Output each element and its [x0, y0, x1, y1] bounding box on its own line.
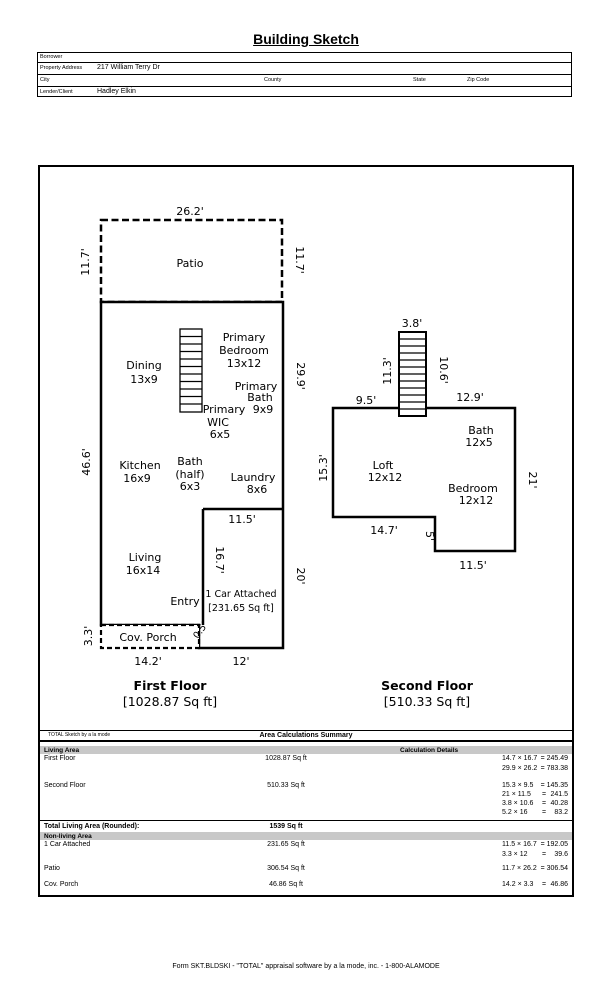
- laundry-label: Laundry: [230, 471, 276, 484]
- nonliving-area-header-band: [40, 832, 572, 840]
- table-row-second-floor: Second Floor: [44, 782, 86, 789]
- dim-top-right-segment: 12.9': [456, 391, 484, 404]
- borrower-label: Borrower: [40, 54, 63, 60]
- second-floor-area: [510.33 Sq ft]: [383, 694, 471, 709]
- calc-val: 783.38: [546, 765, 568, 772]
- garage-area-value: 231.65 Sq ft: [267, 841, 305, 848]
- calc-eq: =: [540, 782, 545, 789]
- patio-area-value: 306.54 Sq ft: [267, 865, 305, 872]
- calc-val: 145.35: [546, 782, 568, 789]
- second-floor-area-value: 510.33 Sq ft: [267, 782, 305, 789]
- calc-expr: 11.7 × 26.2: [502, 865, 537, 872]
- calc-line: [502, 800, 568, 807]
- cov-porch-area-value: 46.86 Sq ft: [269, 881, 303, 888]
- calc-line: [502, 881, 568, 888]
- calc-expr: 5.2 × 16: [502, 809, 528, 816]
- first-floor-staircase: [180, 329, 202, 412]
- calc-eq: =: [541, 881, 547, 888]
- table-row-cov-porch: Cov. Porch: [44, 881, 79, 888]
- calc-val: 192.05: [546, 841, 568, 848]
- row-divider: [38, 74, 571, 75]
- second-floor-title: Second Floor: [381, 678, 473, 693]
- calc-line: [502, 791, 568, 798]
- calc-val: 46.86: [550, 881, 568, 888]
- dim-garage-right: 20': [294, 567, 307, 585]
- first-floor-area: [1028.87 Sq ft]: [122, 694, 218, 709]
- living-area-header-band: [40, 746, 572, 754]
- dim-stair-left: 11.3': [381, 357, 394, 385]
- calc-eq: =: [540, 755, 545, 762]
- calc-line: [502, 809, 568, 816]
- property-address-label: Property Address: [40, 65, 83, 71]
- covered-porch-label: Cov. Porch: [119, 631, 177, 644]
- property-address-value: 217 William Terry Dr: [97, 64, 160, 71]
- dim-patio-width: 26.2': [176, 205, 204, 218]
- dim-step-segment: 5': [423, 530, 436, 542]
- dim-garage-bottom: 12': [232, 655, 250, 668]
- living-room-size: 16x14: [125, 564, 161, 577]
- calc-line: [502, 765, 568, 772]
- kitchen-size: 16x9: [123, 472, 151, 485]
- calc-line: [502, 782, 568, 789]
- loft-size: 12x12: [367, 471, 403, 484]
- table-row-garage: 1 Car Attached: [44, 841, 91, 848]
- half-bath-label-1: Bath: [177, 455, 203, 468]
- calc-val: 40.28: [550, 800, 568, 807]
- first-floor-title: First Floor: [133, 678, 207, 693]
- calc-expr: 3.3 × 12: [502, 851, 528, 858]
- primary-wic-label-1: Primary: [202, 403, 246, 416]
- half-bath-size: 6x3: [179, 480, 201, 493]
- lender-client-label: Lender/Client: [40, 89, 73, 95]
- row-divider: [38, 86, 571, 87]
- garage-area: [231.65 Sq ft]: [208, 603, 274, 614]
- calc-eq: =: [541, 851, 547, 858]
- primary-bedroom-label-1: Primary: [222, 331, 266, 344]
- calc-line: [502, 865, 568, 872]
- calc-eq: =: [540, 865, 545, 872]
- calc-expr: 21 × 11.5: [502, 791, 531, 798]
- area-calculations-summary-title: Area Calculations Summary: [259, 731, 353, 739]
- calc-expr: 29.9 × 26.2: [502, 765, 538, 772]
- second-floor-staircase: [399, 332, 426, 416]
- table-row-patio: Patio: [44, 865, 60, 872]
- form-footer: Form SKT.BLDSKI - "TOTAL" appraisal software by a la mode, inc. - 1-800-ALAMODE: [172, 963, 440, 970]
- calc-eq: =: [540, 841, 545, 848]
- calc-expr: 14.2 × 3.3: [502, 881, 534, 888]
- calc-expr: 3.8 × 10.6: [502, 800, 534, 807]
- calc-eq: =: [541, 791, 547, 798]
- dining-room-label: Dining: [126, 359, 162, 372]
- calc-expr: 11.5 × 16.7: [502, 841, 537, 848]
- primary-bedroom-size: 13x12: [226, 357, 262, 370]
- dim-patio-right: 11.7': [293, 246, 306, 274]
- primary-bath-label-2: Bath: [247, 391, 273, 404]
- calc-eq: =: [540, 765, 545, 772]
- calc-expr: 14.7 × 16.7: [502, 755, 538, 762]
- dim-porch-bottom: 14.2': [134, 655, 162, 668]
- primary-wic-size: 6x5: [209, 428, 231, 441]
- upstairs-bath-label: Bath: [468, 424, 494, 437]
- first-floor-area-value: 1028.87 Sq ft: [265, 755, 307, 762]
- calc-eq: =: [541, 809, 547, 816]
- dim-first-floor-left: 46.6': [80, 448, 93, 476]
- calc-line: [502, 841, 568, 848]
- calc-line: [502, 851, 568, 858]
- page-title: Building Sketch: [253, 31, 359, 47]
- calc-val: 241.5: [550, 791, 568, 798]
- garage-label: 1 Car Attached: [205, 589, 277, 600]
- dim-bottom-left-segment: 14.7': [370, 524, 398, 537]
- dim-bottom-right-segment: 11.5': [459, 559, 487, 572]
- nonliving-area-header: Non-living Area: [44, 832, 92, 840]
- calc-val: 306.54: [546, 865, 568, 872]
- total-living-area-value: 1539 Sq ft: [269, 823, 303, 830]
- city-label: City: [40, 77, 50, 83]
- laundry-size: 8x6: [246, 483, 268, 496]
- calc-eq: =: [541, 800, 547, 807]
- total-living-area-label: Total Living Area (Rounded):: [44, 823, 140, 830]
- lender-client-value: Hadley Elkin: [97, 88, 136, 95]
- total-divider: [40, 820, 572, 821]
- calc-val: 83.2: [554, 809, 568, 816]
- dim-top-left-segment: 9.5': [355, 394, 377, 407]
- living-room-label: Living: [128, 551, 162, 564]
- living-area-header: Living Area: [44, 746, 80, 754]
- floor-plan-drawing: [38, 165, 574, 742]
- loft-label: Loft: [372, 459, 394, 472]
- half-bath-label-2: (half): [175, 468, 205, 481]
- kitchen-label: Kitchen: [119, 459, 161, 472]
- state-label: State: [413, 77, 426, 83]
- dim-patio-left: 11.7': [79, 248, 92, 276]
- primary-bath-label-1: Primary: [234, 380, 278, 393]
- calc-expr: 15.3 × 9.5: [502, 782, 534, 789]
- dim-first-floor-right: 29.9': [294, 362, 307, 390]
- calc-val: 39.6: [554, 851, 568, 858]
- primary-bedroom-label-2: Bedroom: [219, 344, 269, 357]
- dim-porch-left: 3.3': [82, 625, 95, 647]
- total-sketch-watermark: TOTAL Sketch by a la mode: [48, 732, 111, 738]
- dim-second-floor-left: 15.3': [317, 454, 330, 482]
- calc-val: 245.49: [546, 755, 568, 762]
- bedroom-size: 12x12: [458, 494, 494, 507]
- county-label: County: [264, 77, 282, 83]
- dining-room-size: 13x9: [130, 373, 158, 386]
- zip-code-label: Zip Code: [467, 77, 490, 83]
- patio-room-label: Patio: [176, 257, 204, 270]
- dim-garage-left: 16.7': [213, 546, 226, 574]
- bedroom-label: Bedroom: [448, 482, 498, 495]
- dim-stair-width: 3.8': [401, 317, 423, 330]
- primary-wic-label-2: WIC: [207, 416, 229, 429]
- calculation-details-header: Calculation Details: [400, 746, 459, 754]
- dim-second-floor-right: 21': [526, 471, 539, 489]
- calc-line: [502, 755, 568, 762]
- dim-garage-top: 11.5': [228, 513, 256, 526]
- upstairs-bath-size: 12x5: [465, 436, 493, 449]
- dim-stair-right: 10.6': [437, 356, 450, 384]
- entry-label: Entry: [170, 595, 200, 608]
- area-calculations-table: [38, 742, 574, 897]
- primary-bath-size: 9x9: [252, 403, 274, 416]
- dim-step: 0.5': [191, 620, 211, 641]
- table-row-first-floor: First Floor: [44, 755, 76, 762]
- row-divider: [38, 62, 571, 63]
